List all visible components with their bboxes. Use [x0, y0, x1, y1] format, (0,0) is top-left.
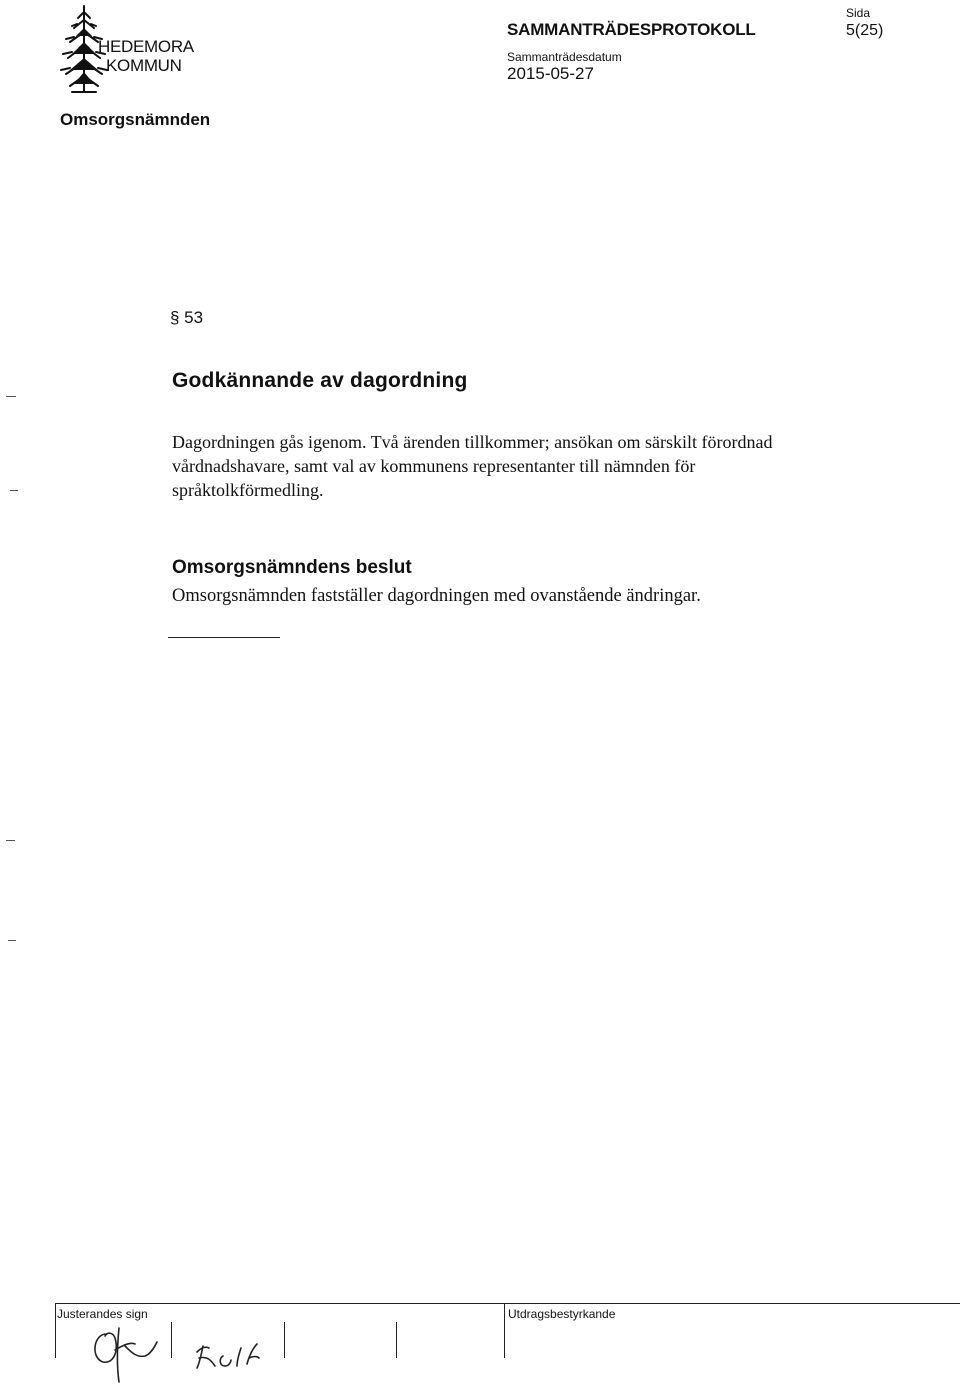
extract-certification-label: Utdragsbestyrkande [508, 1307, 616, 1321]
committee-name: Omsorgsnämnden [60, 110, 211, 129]
footer-divider [55, 1303, 56, 1358]
decision-heading: Omsorgsnämndens beslut [172, 557, 412, 578]
municipality-logo [58, 4, 238, 94]
handwritten-initials [85, 1318, 265, 1384]
page-label: Sida [846, 6, 871, 20]
footer-divider [284, 1322, 285, 1358]
document-type: SAMMANTRÄDESPROTOKOLL [507, 20, 756, 39]
date-label: Sammanträdesdatum [507, 50, 622, 64]
footer-divider [396, 1322, 397, 1358]
decision-text: Omsorgsnämnden fastställer dagordningen med ovanstående ändringar. [172, 586, 701, 606]
section-end-rule [168, 637, 280, 638]
logo-line-kommun: KOMMUN [106, 56, 182, 75]
paragraph-number: § 53 [170, 308, 204, 327]
logo-line-municipality: HEDEMORA [98, 37, 194, 56]
footer-divider [504, 1303, 505, 1358]
footer-rule [55, 1303, 960, 1304]
meeting-date: 2015-05-27 [507, 64, 594, 83]
signature-label: Justerandes sign [57, 1307, 148, 1321]
margin-mark [8, 940, 16, 941]
page-number: 5(25) [846, 22, 884, 39]
margin-mark [6, 396, 16, 397]
margin-mark [6, 840, 15, 841]
section-body: Dagordningen gås igenom. Två ärenden tillkommer; ansökan om särskilt förordnad vårdnadshavare, samt val av kommunens representanter till nämnden för språktolkförmedling. [172, 432, 773, 500]
margin-mark [10, 490, 18, 491]
section-heading: Godkännande av dagordning [172, 369, 468, 392]
